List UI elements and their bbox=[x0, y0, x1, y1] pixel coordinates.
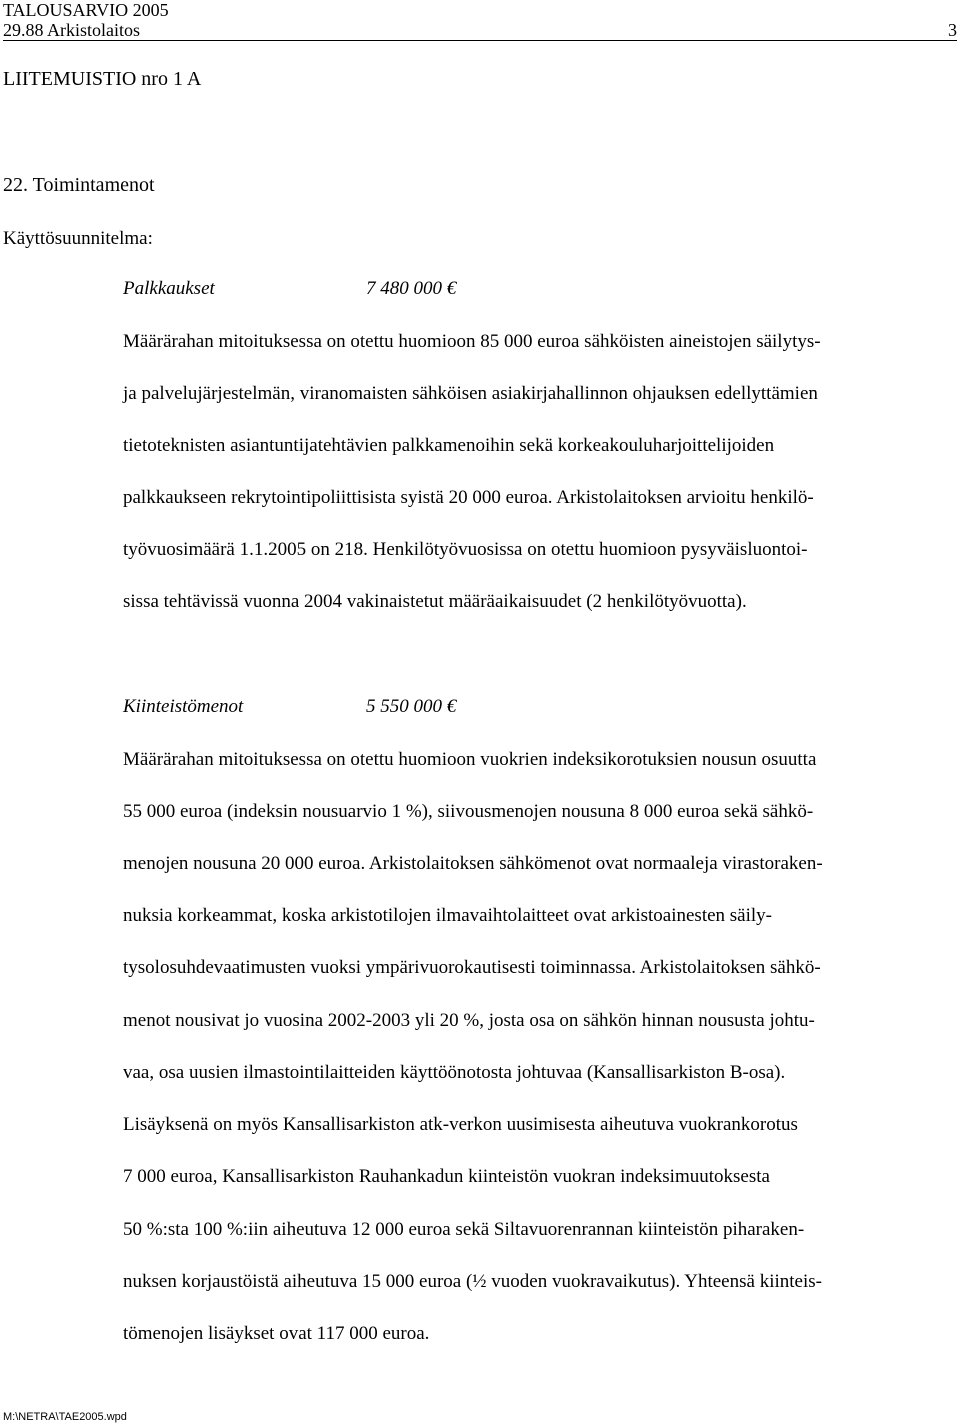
salaries-label: Palkkaukset bbox=[123, 278, 215, 299]
property-line: 55 000 euroa (indeksin nousuarvio 1 %), siivousmenojen nousuna 8 000 euroa sekä sähkö- bbox=[123, 801, 814, 822]
property-line: menojen nousuna 20 000 euroa. Arkistolaitoksen sähkömenot ovat normaaleja virastoraken- bbox=[123, 853, 823, 874]
page-number: 3 bbox=[948, 20, 957, 40]
file-path-footer: M:\NETRA\TAE2005.wpd bbox=[3, 1411, 127, 1423]
property-line: nuksia korkeammat, koska arkistotilojen ilmavaihtolaitteet ovat arkistoainesten säily- bbox=[123, 905, 772, 926]
salaries-amount: 7 480 000 € bbox=[366, 278, 457, 299]
attachment-title: LIITEMUISTIO nro 1 A bbox=[3, 68, 202, 90]
section-name: 29.88 Arkistolaitos bbox=[3, 20, 141, 40]
salaries-line: työvuosimäärä 1.1.2005 on 218. Henkilötyövuosissa on otettu huomioon pysyväisluontoi- bbox=[123, 539, 808, 560]
property-line: 50 %:sta 100 %:iin aiheutuva 12 000 euroa sekä Siltavuorenrannan kiinteistön piharaken- bbox=[123, 1219, 805, 1240]
property-line: menot nousivat jo vuosina 2002-2003 yli 20 %, josta osa on sähkön hinnan noususta johtu- bbox=[123, 1010, 815, 1031]
salaries-line: palkkaukseen rekrytointipoliittisista syistä 20 000 euroa. Arkistolaitoksen arvioitu henkilö- bbox=[123, 487, 814, 508]
property-line: Määrärahan mitoituksessa on otettu huomioon vuokrien indeksikorotuksien nousun osuutta bbox=[123, 749, 817, 770]
salaries-line: Määrärahan mitoituksessa on otettu huomioon 85 000 euroa sähköisten aineistojen säilytys- bbox=[123, 331, 821, 352]
property-line: vaa, osa uusien ilmastointilaitteiden käyttöönotosta johtuvaa (Kansallisarkiston B-osa). bbox=[123, 1062, 786, 1083]
property-line: tömenojen lisäykset ovat 117 000 euroa. bbox=[123, 1323, 430, 1344]
property-line: 7 000 euroa, Kansallisarkiston Rauhankadun kiinteistön vuokran indeksimuutoksesta bbox=[123, 1166, 770, 1187]
property-amount: 5 550 000 € bbox=[366, 696, 457, 717]
plan-label: Käyttösuunnitelma: bbox=[3, 228, 153, 249]
document-title: TALOUSARVIO 2005 bbox=[3, 0, 169, 20]
property-line: tysolosuhdevaatimusten vuoksi ympärivuorokautisesti toiminnassa. Arkistolaitoksen sähkö- bbox=[123, 957, 821, 978]
salaries-line: sissa tehtävissä vuonna 2004 vakinaistetut määräaikaisuudet (2 henkilötyövuotta). bbox=[123, 591, 747, 612]
property-line: nuksen korjaustöistä aiheutuva 15 000 euroa (½ vuoden vuokravaikutus). Yhteensä kiinteis- bbox=[123, 1271, 822, 1292]
salaries-line: tietoteknisten asiantuntijatehtävien palkkamenoihin sekä korkeakouluharjoittelijoiden bbox=[123, 435, 775, 456]
section-heading: 22. Toimintamenot bbox=[3, 174, 155, 196]
property-line: Lisäyksenä on myös Kansallisarkiston atk-verkon uusimisesta aiheutuva vuokrankorotus bbox=[123, 1114, 798, 1135]
salaries-line: ja palvelujärjestelmän, viranomaisten sähköisen asiakirjahallinnon ohjauksen edellyttämien bbox=[123, 383, 818, 404]
property-label: Kiinteistömenot bbox=[123, 696, 244, 717]
header-rule-row bbox=[3, 20, 957, 41]
